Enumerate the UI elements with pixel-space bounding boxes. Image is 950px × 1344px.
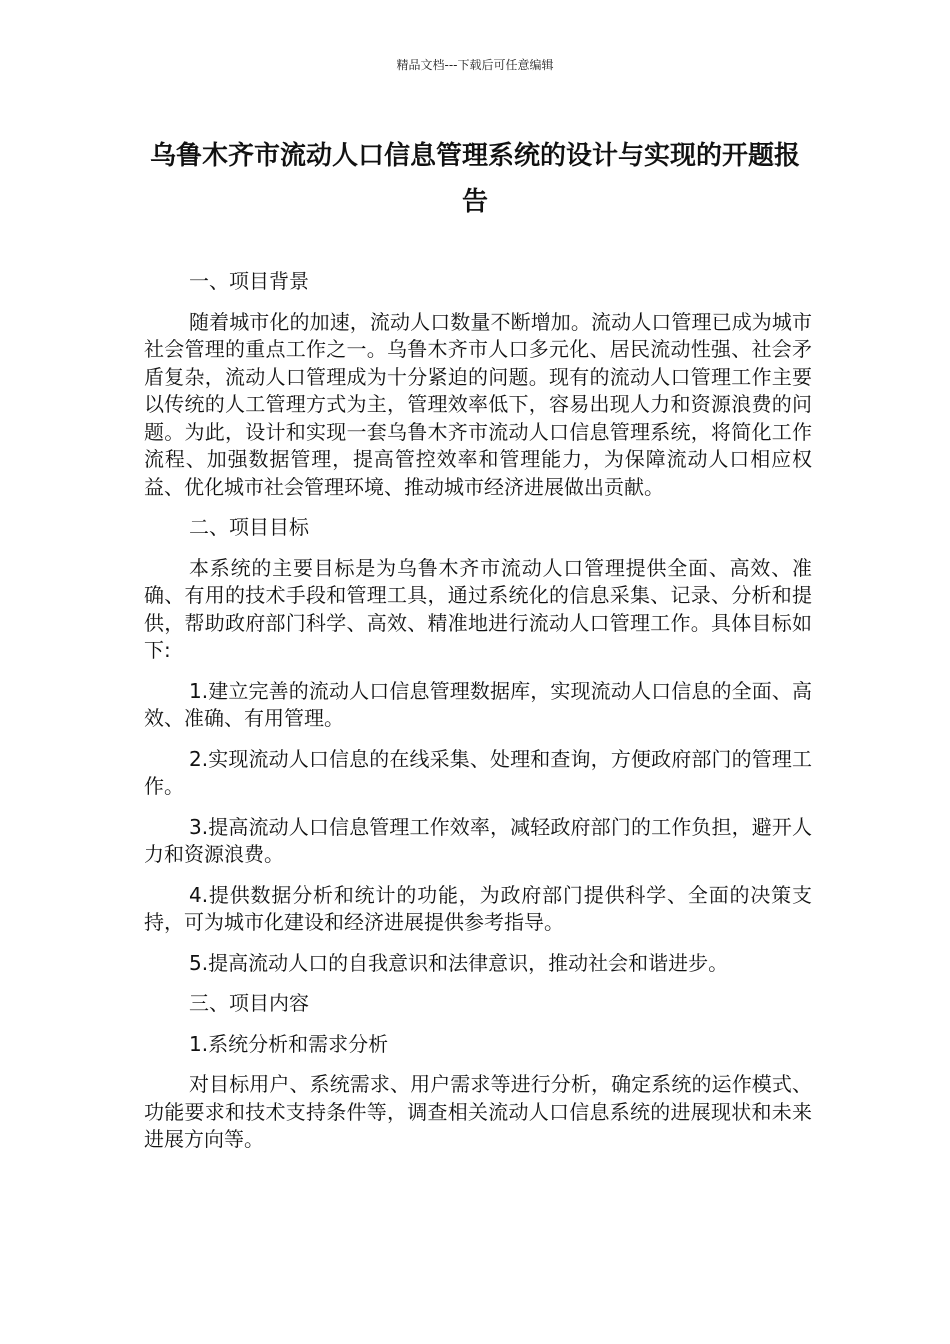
paragraph-goals-intro: 本系统的主要目标是为乌鲁木齐市流动人口管理提供全面、高效、准确、有用的技术手段和管理工具，通过系统化的信息采集、记录、分析和提供，帮助政府部门科学、高效、精准地进行流动人口管理工作。具体目标如下: <box>144 555 812 662</box>
section-heading-goals: 二、项目目标 <box>189 515 309 539</box>
goal-item-1: 1.建立完善的流动人口信息管理数据库，实现流动人口信息的全面、高效、准确、有用管理。 <box>144 678 812 730</box>
goal-item-4: 4.提供数据分析和统计的功能，为政府部门提供科学、全面的决策支持，可为城市化建设和经济进展提供参考指导。 <box>144 882 812 934</box>
goal-item-2: 2.实现流动人口信息的在线采集、处理和查询，方便政府部门的管理工作。 <box>144 746 812 798</box>
document-body <box>144 268 812 1167</box>
section-heading-background: 一、项目背景 <box>189 269 309 293</box>
section-heading-content: 三、项目内容 <box>189 991 309 1015</box>
paragraph-background: 随着城市化的加速，流动人口数量不断增加。流动人口管理已成为城市社会管理的重点工作之一。乌鲁木齐市人口多元化、居民流动性强、社会矛盾复杂，流动人口管理成为十分紧迫的问题。现有的流动人口管理工作主要以传统的人工管理方式为主，管理效率低下，容易出现人力和资源浪费的问题。为此，设计和实现一套乌鲁木齐市流动人口信息管理系统，将简化工作流程、加强数据管理，提高管控效率和管理能力，为保障流动人口相应权益、优化城市社会管理环境、推动城市经济进展做出贡献。 <box>144 309 812 499</box>
header-note: 精品文档---下载后可任意编辑 <box>396 58 554 72</box>
document-title: 乌鲁木齐市流动人口信息管理系统的设计与实现的开题报告 <box>149 141 800 217</box>
goal-item-3: 3.提高流动人口信息管理工作效率，减轻政府部门的工作负担，避开人力和资源浪费。 <box>144 814 812 866</box>
subsection-heading-analysis: 1.系统分析和需求分析 <box>189 1031 389 1056</box>
paragraph-analysis: 对目标用户、系统需求、用户需求等进行分析，确定系统的运作模式、功能要求和技术支持条件等，调查相关流动人口信息系统的进展现状和未来进展方向等。 <box>144 1072 812 1151</box>
goal-item-5: 5.提高流动人口的自我意识和法律意识，推动社会和谐进步。 <box>189 950 729 975</box>
